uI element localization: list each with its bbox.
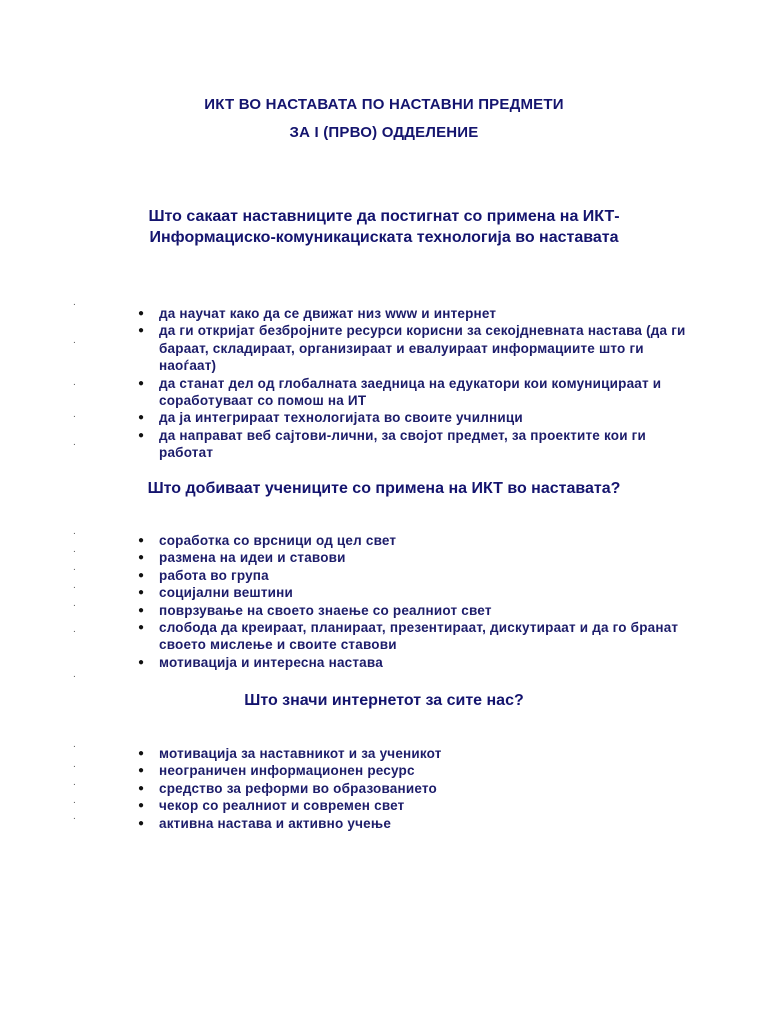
list-item bbox=[138, 762, 698, 779]
margin-mark: . bbox=[73, 437, 76, 448]
list-item-text: да направат веб сајтови-лични, за својот предмет, за проектите кои ги работат bbox=[159, 427, 646, 461]
bullet-icon: ● bbox=[138, 817, 145, 829]
list-item-text: да ја интегрираат технологијата во своите училници bbox=[159, 410, 523, 426]
bullet-icon: ● bbox=[138, 325, 145, 337]
bullet-icon: ● bbox=[138, 377, 145, 389]
margin-mark: . bbox=[73, 598, 76, 609]
margin-mark: . bbox=[73, 669, 76, 680]
margin-mark: . bbox=[73, 739, 76, 750]
bullet-icon: ● bbox=[138, 748, 145, 759]
list-item bbox=[138, 584, 698, 601]
list-item-text: мотивација за наставникот и за ученикот bbox=[159, 746, 442, 761]
list-item bbox=[138, 409, 698, 426]
margin-mark: . bbox=[73, 526, 76, 537]
document-title-line1: ИКТ ВО НАСТАВАТА ПО НАСТАВНИ ПРЕДМЕТИ bbox=[204, 96, 564, 113]
bullet-icon: ● bbox=[138, 622, 145, 634]
margin-mark: . bbox=[73, 544, 76, 555]
bullet-icon: ● bbox=[138, 569, 145, 581]
list-item-text: работа во група bbox=[159, 567, 269, 583]
document-title-line2: ЗА I (ПРВО) ОДДЕЛЕНИЕ bbox=[289, 124, 479, 141]
margin-mark: . bbox=[73, 624, 76, 635]
section1-heading-line2: Информациско-комуникациската технологија во наставата bbox=[149, 229, 619, 246]
list-item-text: соработка со врсници од цел свет bbox=[159, 533, 397, 548]
section1-heading bbox=[0, 206, 768, 248]
margin-mark: . bbox=[73, 562, 76, 573]
bullet-icon: ● bbox=[138, 800, 145, 812]
bullet-icon: ● bbox=[138, 604, 145, 616]
bullet-icon: ● bbox=[138, 587, 145, 599]
margin-mark: . bbox=[73, 297, 76, 308]
list-item bbox=[138, 602, 698, 619]
bullet-icon: ● bbox=[138, 552, 145, 564]
list-item bbox=[138, 322, 698, 374]
list-item-text: слобода да креираат, планираат, презентираат, дискутираат и да го бранат своето мислење и своите ставови bbox=[159, 620, 679, 653]
list-item bbox=[138, 427, 698, 462]
bullet-icon: ● bbox=[138, 782, 145, 794]
list-item bbox=[138, 567, 698, 584]
list-item bbox=[138, 815, 698, 832]
section3-list bbox=[138, 745, 698, 832]
margin-mark: . bbox=[73, 377, 76, 388]
margin-mark: . bbox=[73, 811, 76, 822]
bullet-icon: ● bbox=[138, 412, 145, 424]
list-item bbox=[138, 797, 698, 814]
list-item-text: социјални вештини bbox=[159, 585, 294, 601]
bullet-icon: ● bbox=[138, 765, 145, 777]
margin-mark: . bbox=[73, 777, 76, 788]
list-item bbox=[138, 654, 698, 671]
list-item bbox=[138, 375, 698, 410]
section2-heading: Што добиваат учениците со примена на ИКТ во наставата? bbox=[147, 480, 621, 497]
list-item-text: поврзување на своето знаење со реалниот свет bbox=[159, 602, 492, 618]
bullet-icon: ● bbox=[138, 429, 145, 441]
list-item bbox=[138, 305, 698, 322]
bullet-icon: ● bbox=[138, 308, 145, 319]
margin-mark: . bbox=[73, 409, 76, 420]
section1-list bbox=[138, 305, 698, 462]
margin-mark: . bbox=[73, 335, 76, 346]
margin-mark: . bbox=[73, 795, 76, 806]
list-item bbox=[138, 745, 698, 762]
list-item-text: мотивација и интересна настава bbox=[159, 654, 383, 670]
list-item-text: да станат дел од глобалната заедница на едукатори кои комуницираат и соработуваат со помош на ИТ bbox=[159, 375, 662, 409]
list-item bbox=[138, 780, 698, 797]
list-item bbox=[138, 532, 698, 549]
list-item-text: неограничен информационен ресурс bbox=[159, 763, 415, 779]
list-item-text: да ги откријат безбројните ресурси корисни за секојдневната настава (да ги бараат, складираат, организираат и евалуираат информациите што ги наоѓаат) bbox=[159, 323, 686, 374]
list-item bbox=[138, 619, 698, 654]
list-item-text: активна настава и активно учење bbox=[159, 815, 392, 831]
list-item bbox=[138, 549, 698, 566]
bullet-icon: ● bbox=[138, 656, 145, 668]
section2-list bbox=[138, 532, 698, 671]
section1-heading-line1: Што сакаат наставниците да постигнат со примена на ИКТ- bbox=[148, 208, 620, 225]
section3-heading: Што значи интернетот за сите нас? bbox=[244, 692, 524, 709]
list-item-text: да научат како да се движат низ www и интернет bbox=[159, 306, 497, 321]
list-item-text: средство за реформи во образованието bbox=[159, 780, 437, 796]
list-item-text: чекор со реалниот и современ свет bbox=[159, 798, 405, 814]
bullet-icon: ● bbox=[138, 535, 145, 546]
margin-mark: . bbox=[73, 759, 76, 770]
list-item-text: размена на идеи и ставови bbox=[159, 550, 346, 566]
margin-mark: . bbox=[73, 580, 76, 591]
